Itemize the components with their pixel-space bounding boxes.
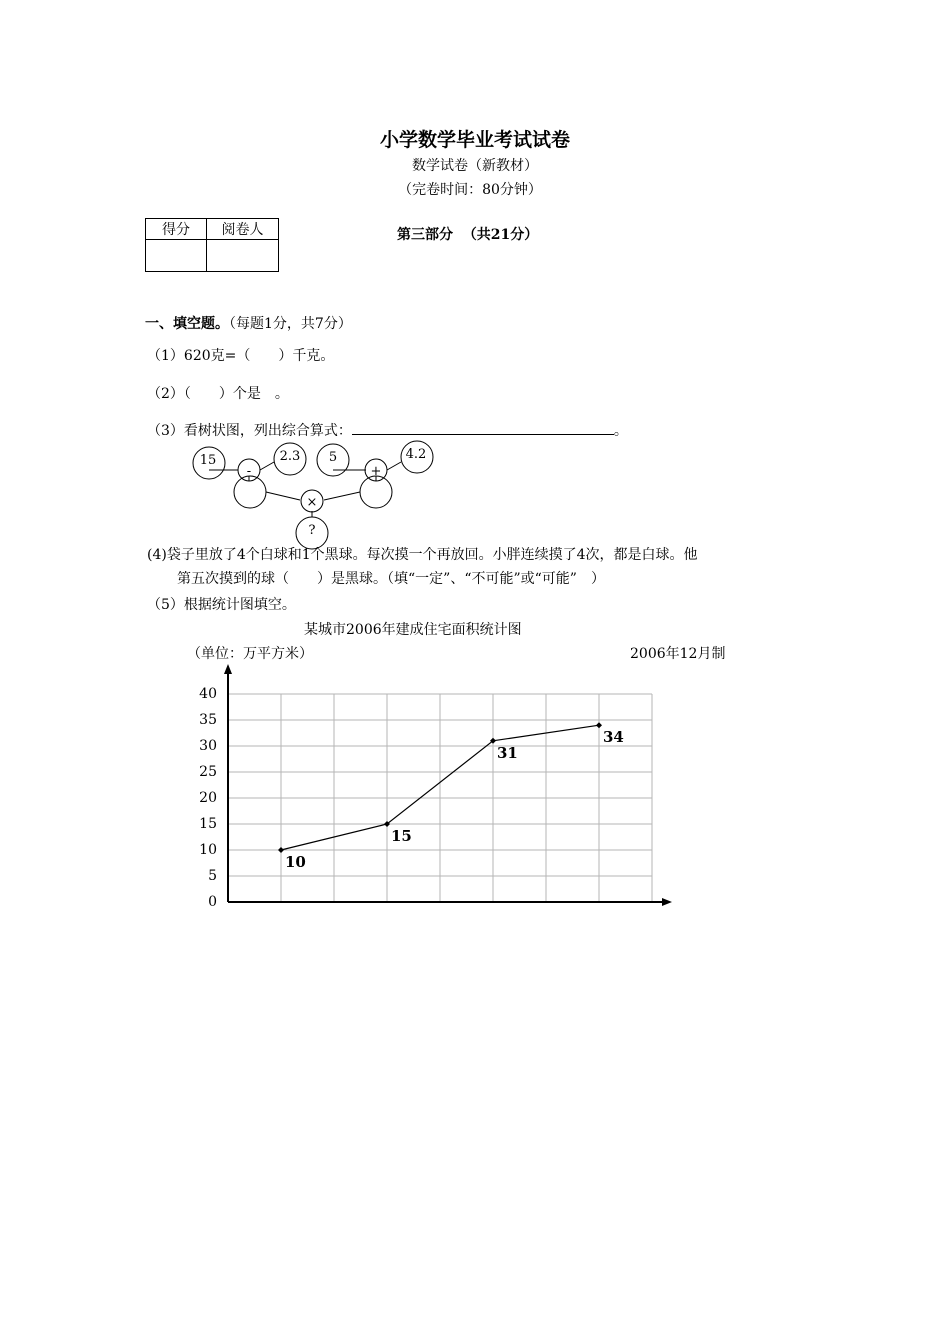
data-point: [596, 722, 602, 728]
question-1: （1）620克=（ ）千克。: [147, 348, 335, 364]
series-line: [281, 725, 599, 850]
chart-axes: [224, 664, 672, 906]
data-point: [384, 821, 390, 827]
exam-duration: （完卷时间：80分钟）: [398, 182, 542, 198]
section-note: （每题1分，共7分）: [229, 316, 352, 332]
chart-series: [278, 722, 624, 871]
x-axis-arrow: [662, 898, 672, 906]
score-table: [145, 218, 279, 272]
y-tick-label: 35: [199, 712, 217, 728]
tree-node-5: [317, 444, 349, 476]
part-points: （共21分）: [462, 227, 539, 243]
section-title: 一、填空题。: [145, 316, 229, 332]
tree-node-15: [193, 447, 225, 479]
chart-date: 2006年12月制: [630, 646, 726, 662]
y-axis-arrow: [224, 664, 232, 674]
tree-label-times: ×: [306, 495, 318, 510]
part-label: 第三部分: [397, 227, 453, 243]
tree-node-right-blank: [360, 476, 392, 508]
score-header: 得分: [146, 219, 207, 240]
question-5: （5）根据统计图填空。: [147, 597, 296, 613]
section-heading: [145, 313, 352, 333]
grader-cell: [207, 240, 279, 272]
tree-label-result: ?: [308, 523, 316, 538]
score-cell: [146, 240, 207, 272]
tree-label-2-3: 2.3: [279, 449, 301, 464]
data-label: 34: [603, 728, 624, 747]
tree-op-times: [301, 490, 323, 512]
y-tick-label: 5: [208, 868, 217, 884]
question-3-text: （3）看树状图，列出综合算式：: [147, 423, 352, 439]
y-tick-label: 30: [199, 738, 217, 754]
exam-title: 小学数学毕业考试试卷: [379, 129, 570, 151]
chart-title: 某城市2006年建成住宅面积统计图: [304, 622, 522, 638]
tree-label-4-2: 4.2: [405, 447, 427, 462]
exam-subtitle: 数学试卷（新教材）: [412, 158, 538, 174]
y-tick-label: 0: [208, 894, 217, 910]
tree-node-2-3: [274, 443, 306, 475]
question-4-line2: 第五次摸到的球（ ）是黑球。（填“一定”、“不可能”或“可能” ）: [177, 571, 605, 587]
answer-blank: [352, 420, 614, 435]
tree-label-plus: +: [370, 464, 382, 479]
question-3: [147, 420, 628, 440]
data-label: 10: [285, 853, 306, 871]
data-label: 31: [497, 743, 518, 762]
tree-op-minus: [238, 459, 260, 481]
grader-header: 阅卷人: [207, 219, 279, 240]
y-tick-label: 10: [199, 842, 217, 858]
tree-node-4-2: [401, 441, 433, 473]
y-tick-label: 40: [199, 686, 217, 702]
data-point: [278, 847, 284, 853]
question-4-line1: (4)袋子里放了4个白球和1个黑球。每次摸一个再放回。小胖连续摸了4次，都是白球。他: [147, 547, 698, 563]
chart-grid: [228, 694, 652, 902]
y-tick-label: 20: [199, 790, 217, 806]
data-point: [490, 738, 496, 744]
chart-y-ticks: [199, 686, 217, 910]
tree-op-plus: [365, 459, 387, 481]
question-3-end: 。: [613, 423, 628, 439]
data-label: 15: [391, 827, 412, 845]
tree-node-left-blank: [234, 476, 266, 508]
question-2: （2）（ ）个是 。: [147, 386, 289, 402]
y-tick-label: 25: [199, 764, 217, 780]
tree-label-15: 15: [199, 453, 217, 468]
tree-label-minus: -: [246, 464, 252, 479]
part-heading: [397, 224, 538, 244]
y-tick-label: 15: [199, 816, 217, 832]
tree-label-5: 5: [328, 450, 338, 465]
chart-unit: （单位：万平方米）: [187, 646, 313, 662]
